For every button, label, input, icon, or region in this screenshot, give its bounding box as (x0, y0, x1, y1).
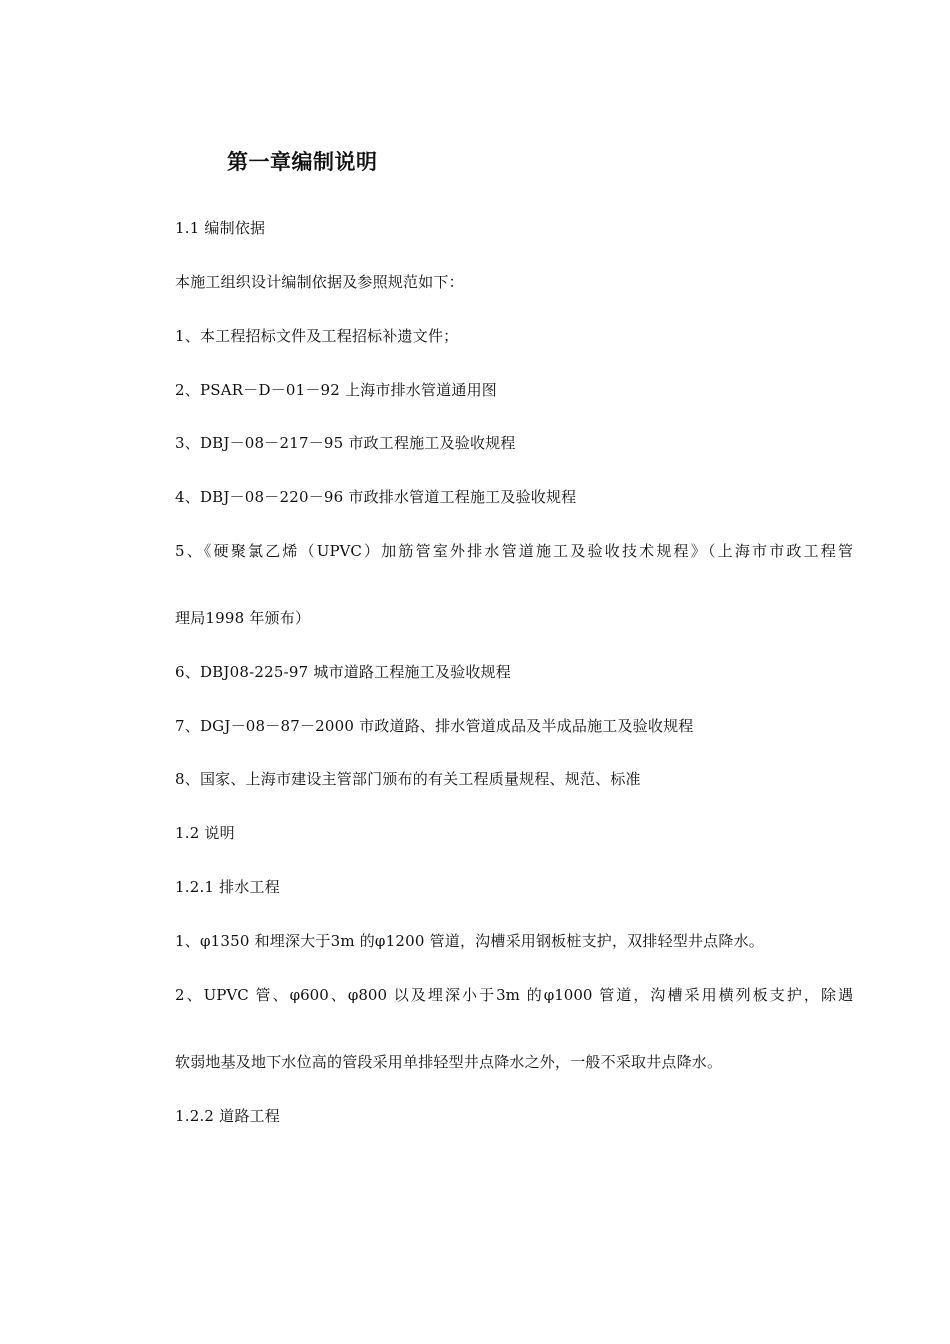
list-item: 2、UPVC 管、φ600、φ800 以及埋深小于3m 的φ1000 管道，沟槽采用横列板支护，除遇 (175, 986, 853, 1004)
chapter-title: 第一章编制说明 (227, 150, 378, 174)
section-heading: 1.1 编制依据 (175, 219, 266, 237)
list-item: 1、本工程招标文件及工程招标补遗文件； (175, 327, 459, 345)
list-item: 3、DBJ－08－217－95 市政工程施工及验收规程 (175, 434, 516, 452)
subsection-heading: 1.2.2 道路工程 (175, 1107, 280, 1125)
list-item-continuation: 软弱地基及地下水位高的管段采用单排轻型井点降水之外，一般不采取井点降水。 (175, 1053, 723, 1071)
list-item: 8、国家、上海市建设主管部门颁布的有关工程质量规程、规范、标准 (175, 770, 641, 788)
list-item-continuation: 理局1998 年颁布） (175, 609, 311, 627)
list-item: 6、DBJ08-225-97 城市道路工程施工及验收规程 (175, 663, 511, 681)
list-item: 7、DGJ－08－87－2000 市政道路、排水管道成品及半成品施工及验收规程 (175, 717, 694, 735)
list-item: 1、φ1350 和埋深大于3m 的φ1200 管道，沟槽采用钢板桩支护，双排轻型井点降水。 (175, 932, 764, 950)
list-item: 4、DBJ－08－220－96 市政排水管道工程施工及验收规程 (175, 488, 577, 506)
paragraph-line: 本施工组织设计编制依据及参照规范如下： (175, 273, 464, 291)
list-item: 2、PSAR－D－01－92 上海市排水管道通用图 (175, 381, 498, 399)
section-heading: 1.2 说明 (175, 824, 235, 842)
subsection-heading: 1.2.1 排水工程 (175, 878, 280, 896)
list-item: 5、《硬聚氯乙烯（UPVC）加筋管室外排水管道施工及验收技术规程》（上海市市政工程管 (175, 542, 853, 560)
